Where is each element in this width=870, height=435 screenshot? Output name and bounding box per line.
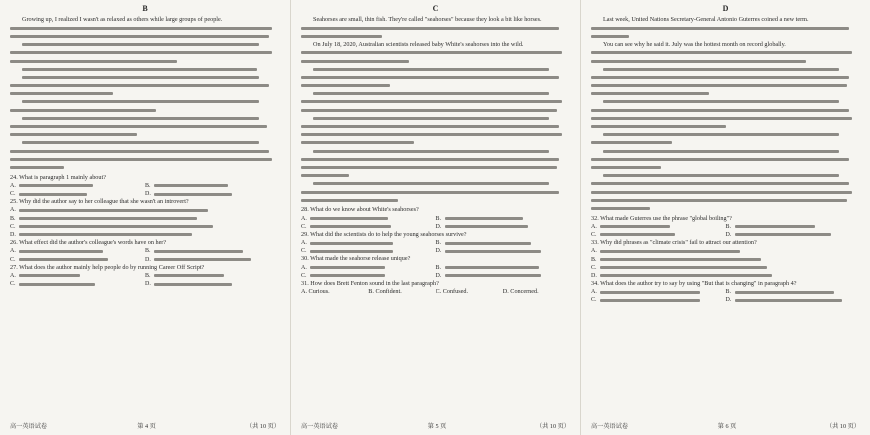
options-32: A. B. [591, 223, 860, 231]
question-27: 27. What does the author mainly help people do by running Career Off Script? [10, 263, 205, 271]
question-34: 34. What does the author try to say by using "But that is changing" in paragraph 4? [591, 280, 797, 287]
option-c: C. Confused. [435, 288, 468, 296]
section-letter: C [432, 4, 439, 13]
question-26: 26. What effect did the author's colleague's words have on her? [10, 239, 167, 247]
page-footer [10, 422, 280, 431]
passage-d-paragraph-2: You can see why he said it. July was the hottest month on record globally. [603, 40, 786, 48]
question-30: 30. What made the seahorse release unique? [301, 255, 411, 263]
passage-first-line: Seahorses are small, thin fish. They're called "seahorses" because they look a bit like horses. [313, 16, 542, 23]
question-25: 25. Why did the author say to her colleague that she wasn't an introvert? [10, 198, 189, 206]
question-24: 24. What is paragraph 1 mainly about? [10, 173, 106, 181]
page-footer [591, 422, 860, 431]
option-d: D. Concerned. [502, 288, 539, 296]
footer-page-total: （共 10 页） [535, 423, 570, 430]
passage-first-line: Growing up, I realized I wasn't as relaxed as others while large groups of people. [22, 16, 223, 23]
exam-page-b: B Growing up, I realized I wasn't as relaxed as others while large groups of people. 24. What is paragraph 1 mainly about? A. B. C. D. 25. Why did the author say to her colleague that she wasn't an introvert? A. B. C. D. 26. What effect did the author's colleague's words have on her? A. B. C. D. 27. What does the author mainly help people do by running Career Off Script? A. B. C. D. 高一英语试卷 第 4 页 （共 10 页） [10, 4, 280, 430]
passage-d-body-2 [591, 49, 860, 213]
option-a: A. Curious. [301, 288, 330, 296]
passage-c-body-2 [301, 49, 570, 205]
passage-first-line: Last week, United Nations Secretary-General Antonio Guterres coined a new term. [603, 16, 809, 23]
exam-page-d: D Last week, United Nations Secretary-General Antonio Guterres coined a new term. You can see why he said it. July was the hottest month on record globally. 32. What made Guterres use the phrase "global boiling"? A. B. C. D. 33. Why did phrases as "climate crisis" fail to attract our attention? A. B. C. D. 34. What does the author try to say by using "But that is changing" in paragraph 4? A. B. C. D. 高一英语试卷 第 6 页 （共 10 页） [580, 0, 870, 435]
footer-page-total: （共 10 页） [245, 423, 280, 430]
passage-b-body [10, 24, 280, 171]
options-24: A. B. [10, 182, 280, 190]
section-letter: B [142, 4, 148, 13]
footer-exam-name: 高一英语试卷 [591, 423, 629, 430]
options-26: A. B. [10, 247, 280, 255]
footer-page-number: 第 4 页 [137, 423, 156, 430]
options-29: A. B. [301, 239, 570, 247]
exam-page-c: C Seahorses are small, thin fish. They're called "seahorses" because they look a bit like horses. On July 18, 2020, Australian scientists released baby White's seahorses into the wild. 28. What do we know about White's seahorses? A. B. C. D. 29. What did the scientists do to help the young seahorses survive? A. B. C. D. 30. What made the seahorse release unique? A. B. C. D. 31. How does Brett Fenton sound in the last paragraph? A. Curious. B. Confident. C. Confused. D. Concerned. 高一英语试卷 第 5 页 （共 10 页） [290, 0, 580, 435]
footer-page-total: （共 10 页） [825, 423, 860, 430]
page-footer [301, 422, 570, 431]
options-27: A. B. [10, 272, 280, 280]
option-b: B. Confident. [368, 288, 402, 296]
options-31 [301, 288, 570, 296]
options-28: A. B. [301, 215, 570, 223]
question-31: 31. How does Brett Fenton sound in the last paragraph? [301, 280, 439, 287]
section-letter: D [722, 4, 729, 13]
options-30: A. B. [301, 264, 570, 272]
footer-page-number: 第 6 页 [717, 423, 737, 430]
question-33: 33. Why did phrases as "climate crisis" fail to attract our attention? [591, 239, 757, 247]
footer-exam-name: 高一英语试卷 [301, 423, 339, 430]
footer-exam-name: 高一英语试卷 [10, 423, 48, 430]
options-34: A. B. [591, 288, 860, 296]
passage-d-body-1 [591, 24, 860, 40]
passage-c-body-1 [301, 24, 570, 40]
question-32: 32. What made Guterres use the phrase "global boiling"? [591, 214, 732, 222]
passage-c-paragraph-2: On July 18, 2020, Australian scientists released baby White's seahorses into the wild. [313, 40, 524, 48]
question-28: 28. What do we know about White's seahorses? [301, 206, 419, 214]
question-29: 29. What did the scientists do to help the young seahorses survive? [301, 230, 467, 238]
footer-page-number: 第 5 页 [427, 423, 447, 430]
